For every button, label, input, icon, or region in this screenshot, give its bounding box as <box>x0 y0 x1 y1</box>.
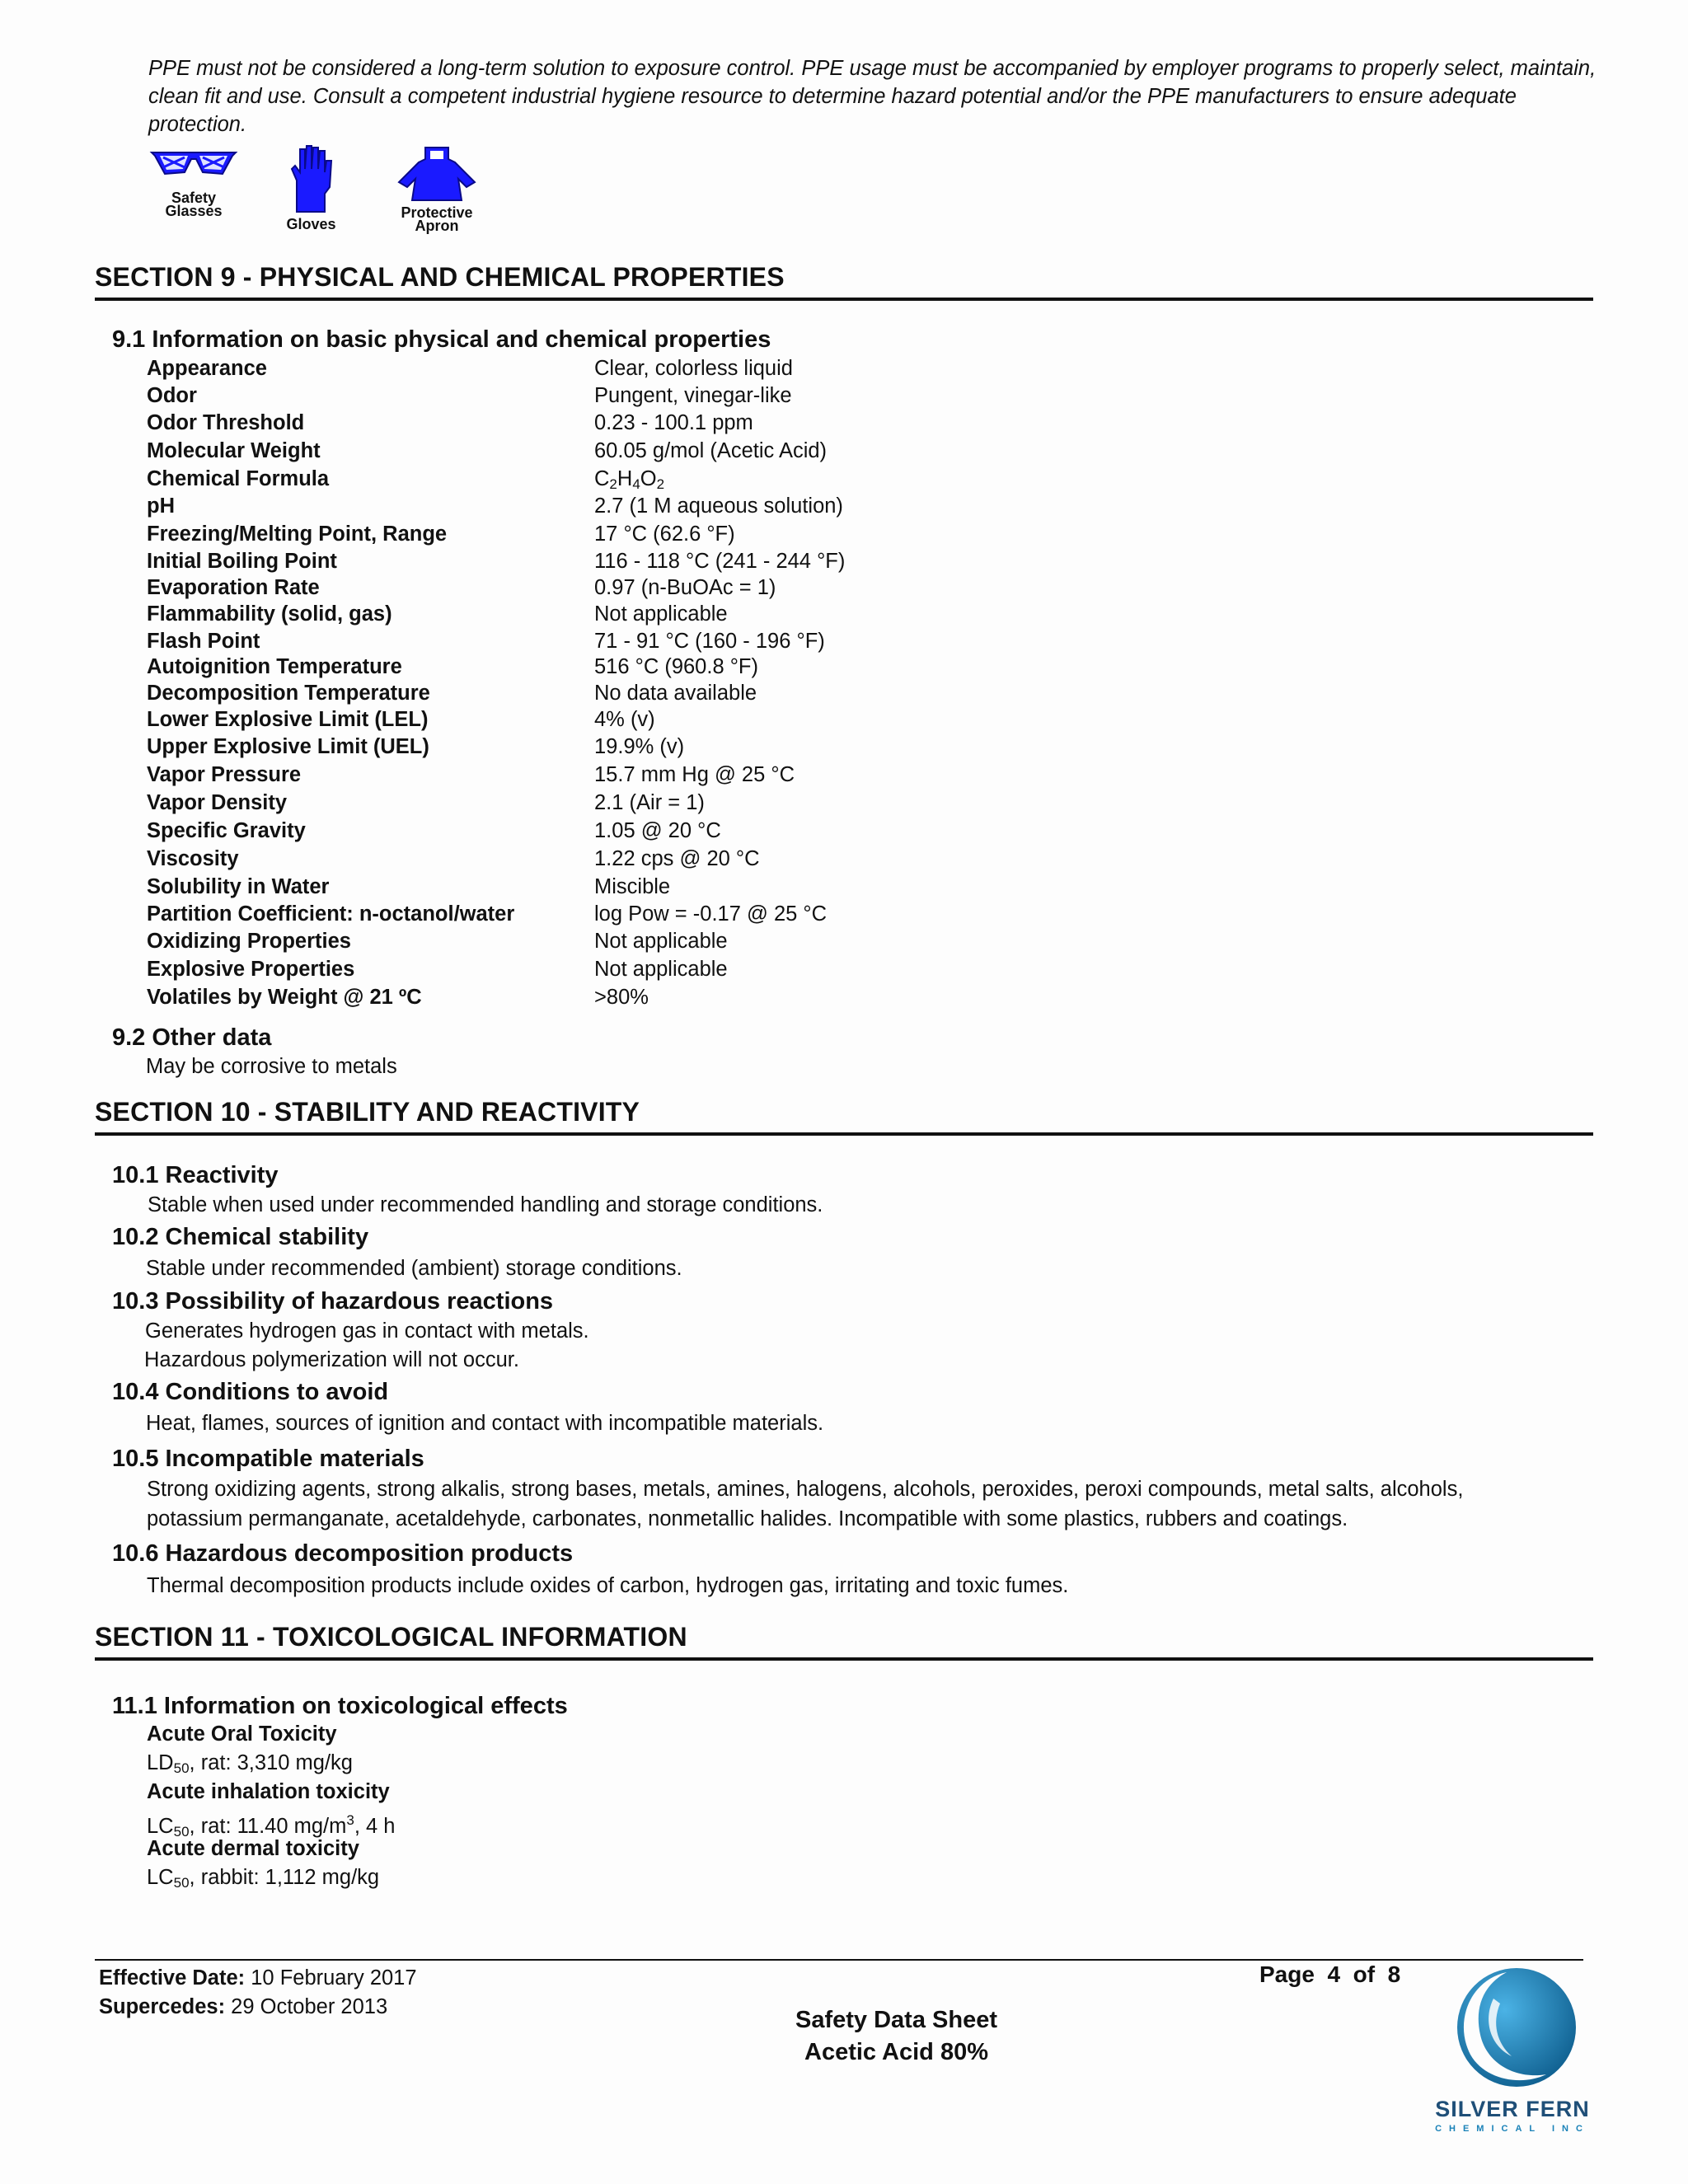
section-10-3-heading: 10.3 Possibility of hazardous reactions <box>112 1288 554 1315</box>
property-value: 15.7 mm Hg @ 25 °C <box>594 763 795 786</box>
section-11-title: SECTION 11 - TOXICOLOGICAL INFORMATION <box>95 1622 1593 1661</box>
acute-dermal-value <box>147 1863 379 1897</box>
lc-subscript: 50 <box>173 1824 190 1840</box>
ppe-label: Protective <box>401 204 473 221</box>
property-label: Flash Point <box>147 630 260 653</box>
property-label: pH <box>147 494 175 518</box>
property-label: Oxidizing Properties <box>147 930 351 953</box>
lc-subscript: 50 <box>173 1875 190 1891</box>
acute-oral-value <box>147 1749 353 1783</box>
safety-glasses-pictogram <box>148 144 239 218</box>
property-value: Clear, colorless liquid <box>594 357 793 380</box>
property-label: Flammability (solid, gas) <box>147 602 392 626</box>
property-label: Odor Threshold <box>147 411 305 434</box>
property-value: Not applicable <box>594 930 728 953</box>
formula-element: C <box>594 467 610 490</box>
ppe-icon-row <box>148 144 528 239</box>
property-label: Decomposition Temperature <box>147 682 430 705</box>
effective-date-label: Effective Date: <box>99 1966 246 1990</box>
property-label: Vapor Pressure <box>147 763 302 786</box>
other-data-text: May be corrosive to metals <box>146 1055 397 1078</box>
section-10-2-text: Stable under recommended (ambient) storage conditions. <box>146 1257 682 1280</box>
lc-text: , rabbit: 1,112 mg/kg <box>189 1866 380 1889</box>
formula-subscript: 2 <box>609 476 617 492</box>
property-value: No data available <box>594 682 757 705</box>
section-10-title: SECTION 10 - STABILITY AND REACTIVITY <box>95 1097 1593 1136</box>
section-10-5-heading: 10.5 Incompatible materials <box>112 1446 424 1472</box>
property-label: Initial Boiling Point <box>147 550 337 573</box>
section-10-1-heading: 10.1 Reactivity <box>112 1162 279 1188</box>
property-value: Pungent, vinegar-like <box>594 384 792 407</box>
lc-text: , 4 h <box>354 1815 396 1838</box>
property-label: Evaporation Rate <box>147 576 320 599</box>
property-value: 0.23 - 100.1 ppm <box>594 411 753 434</box>
doc-title: Safety Data Sheet <box>795 2007 997 2033</box>
property-value: 516 °C (960.8 °F) <box>594 655 758 678</box>
ppe-label: Safety <box>171 190 217 206</box>
page-number: Page 4 of 8 <box>1259 1961 1401 1987</box>
property-value: 71 - 91 °C (160 - 196 °F) <box>594 630 825 653</box>
property-label: Chemical Formula <box>147 467 330 490</box>
supercedes-value: 29 October 2013 <box>231 1995 388 2018</box>
property-value: 2.1 (Air = 1) <box>594 791 705 814</box>
property-value: Not applicable <box>594 958 728 981</box>
acute-oral-heading: Acute Oral Toxicity <box>147 1722 337 1746</box>
formula-element: O <box>640 467 657 490</box>
section-10-3-text: Generates hydrogen gas in contact with metals. <box>145 1319 589 1343</box>
section-10-3-text: Hazardous polymerization will not occur. <box>144 1348 519 1371</box>
silver-fern-logo-icon <box>1426 1966 1599 2089</box>
property-label: Partition Coefficient: n-octanol/water <box>147 902 515 926</box>
section-10-2-heading: 10.2 Chemical stability <box>112 1224 369 1250</box>
section-11-1-heading: 11.1 Information on toxicological effects <box>112 1693 568 1719</box>
section-10-5-text: Strong oxidizing agents, strong alkalis, strong bases, metals, amines, halogens, alcohols, peroxides, peroxi compounds, metal salts, alcohols, <box>147 1478 1464 1501</box>
footer-divider <box>95 1959 1583 1961</box>
ld-label: LD <box>147 1751 174 1774</box>
ppe-label: Apron <box>415 218 459 234</box>
chemical-formula-value <box>594 467 664 493</box>
property-label: Molecular Weight <box>147 439 321 462</box>
property-label: Solubility in Water <box>147 875 330 898</box>
property-value: 2.7 (1 M aqueous solution) <box>594 494 843 518</box>
section-10-5-text: potassium permanganate, acetaldehyde, carbonates, nonmetallic halides. Incompatible with some plastics, rubbers and coatings. <box>147 1507 1348 1530</box>
property-value: 1.22 cps @ 20 °C <box>594 847 760 870</box>
section-10-6-heading: 10.6 Hazardous decomposition products <box>112 1540 574 1567</box>
effective-date-value: 10 February 2017 <box>251 1966 417 1990</box>
property-label: Explosive Properties <box>147 958 355 981</box>
property-value: 0.97 (n-BuOAc = 1) <box>594 576 776 599</box>
company-logo <box>1426 1966 1599 2134</box>
property-label: Freezing/Melting Point, Range <box>147 523 448 546</box>
property-label: Autoignition Temperature <box>147 655 402 678</box>
property-value: 17 °C (62.6 °F) <box>594 523 735 546</box>
property-value: 1.05 @ 20 °C <box>594 819 721 842</box>
property-value: >80% <box>594 986 649 1009</box>
lc-text: , rat: 11.40 mg/m <box>189 1815 347 1838</box>
acute-inhalation-heading: Acute inhalation toxicity <box>147 1780 390 1803</box>
ppe-intro-text: PPE must not be considered a long-term solution to exposure control. PPE usage must be accompanied by employer programs to properly select, maintain, clean fit and use. Consult a competent industrial hygiene resource to determine hazard potential and/or the PPE manufacturers to ensure adequate protection. <box>148 57 1597 136</box>
section-10-4-heading: 10.4 Conditions to avoid <box>112 1379 389 1405</box>
property-label: Appearance <box>147 357 267 380</box>
formula-subscript: 2 <box>656 476 665 492</box>
property-value: 116 - 118 °C (241 - 244 °F) <box>594 550 846 573</box>
section-9-1-heading: 9.1 Information on basic physical and chemical properties <box>112 326 771 353</box>
apron-icon <box>396 144 478 202</box>
ppe-label: Glasses <box>165 203 223 219</box>
property-label: Vapor Density <box>147 791 288 814</box>
logo-tagline: CHEMICAL INC <box>1435 2124 1590 2134</box>
ld-text: , rat: 3,310 mg/kg <box>189 1751 353 1774</box>
supercedes-label: Supercedes: <box>99 1995 226 2018</box>
ppe-label: Gloves <box>286 216 336 232</box>
property-label: Specific Gravity <box>147 819 306 842</box>
property-label: Lower Explosive Limit (LEL) <box>147 708 429 731</box>
protective-apron-pictogram <box>387 144 486 232</box>
ld-subscript: 50 <box>173 1760 190 1776</box>
logo-company-name: SILVER FERN <box>1435 2097 1590 2121</box>
property-label: Viscosity <box>147 847 239 870</box>
property-value: Miscible <box>594 875 671 898</box>
section-10-6-text: Thermal decomposition products include oxides of carbon, hydrogen gas, irritating and toxic fumes. <box>147 1574 1069 1597</box>
gloves-icon <box>287 144 336 213</box>
property-label: Volatiles by Weight @ 21 ºC <box>147 986 422 1009</box>
footer-doc-block <box>701 2004 1092 2069</box>
section-10-1-text: Stable when used under recommended handling and storage conditions. <box>148 1193 823 1216</box>
unit-superscript: 3 <box>346 1812 354 1828</box>
property-value: 60.05 g/mol (Acetic Acid) <box>594 439 828 462</box>
lc-label: LC <box>147 1815 174 1838</box>
product-name: Acetic Acid 80% <box>804 2039 988 2065</box>
formula-element: H <box>617 467 633 490</box>
lc-label: LC <box>147 1866 174 1889</box>
property-value: Not applicable <box>594 602 728 626</box>
gloves-pictogram <box>280 144 342 231</box>
property-value: 4% (v) <box>594 708 655 731</box>
section-9-2-heading: 9.2 Other data <box>112 1024 272 1051</box>
acute-dermal-heading: Acute dermal toxicity <box>147 1837 359 1860</box>
effective-date <box>99 1964 417 1992</box>
section-10-4-text: Heat, flames, sources of ignition and contact with incompatible materials. <box>146 1412 824 1435</box>
property-value: log Pow = -0.17 @ 25 °C <box>594 902 828 926</box>
formula-subscript: 4 <box>632 476 640 492</box>
supercedes-date <box>99 1993 387 2021</box>
property-value: 19.9% (v) <box>594 735 685 758</box>
property-label: Odor <box>147 384 197 407</box>
section-9-title: SECTION 9 - PHYSICAL AND CHEMICAL PROPERTIES <box>95 262 1593 301</box>
safety-glasses-icon <box>148 144 239 187</box>
property-label: Upper Explosive Limit (UEL) <box>147 735 429 758</box>
